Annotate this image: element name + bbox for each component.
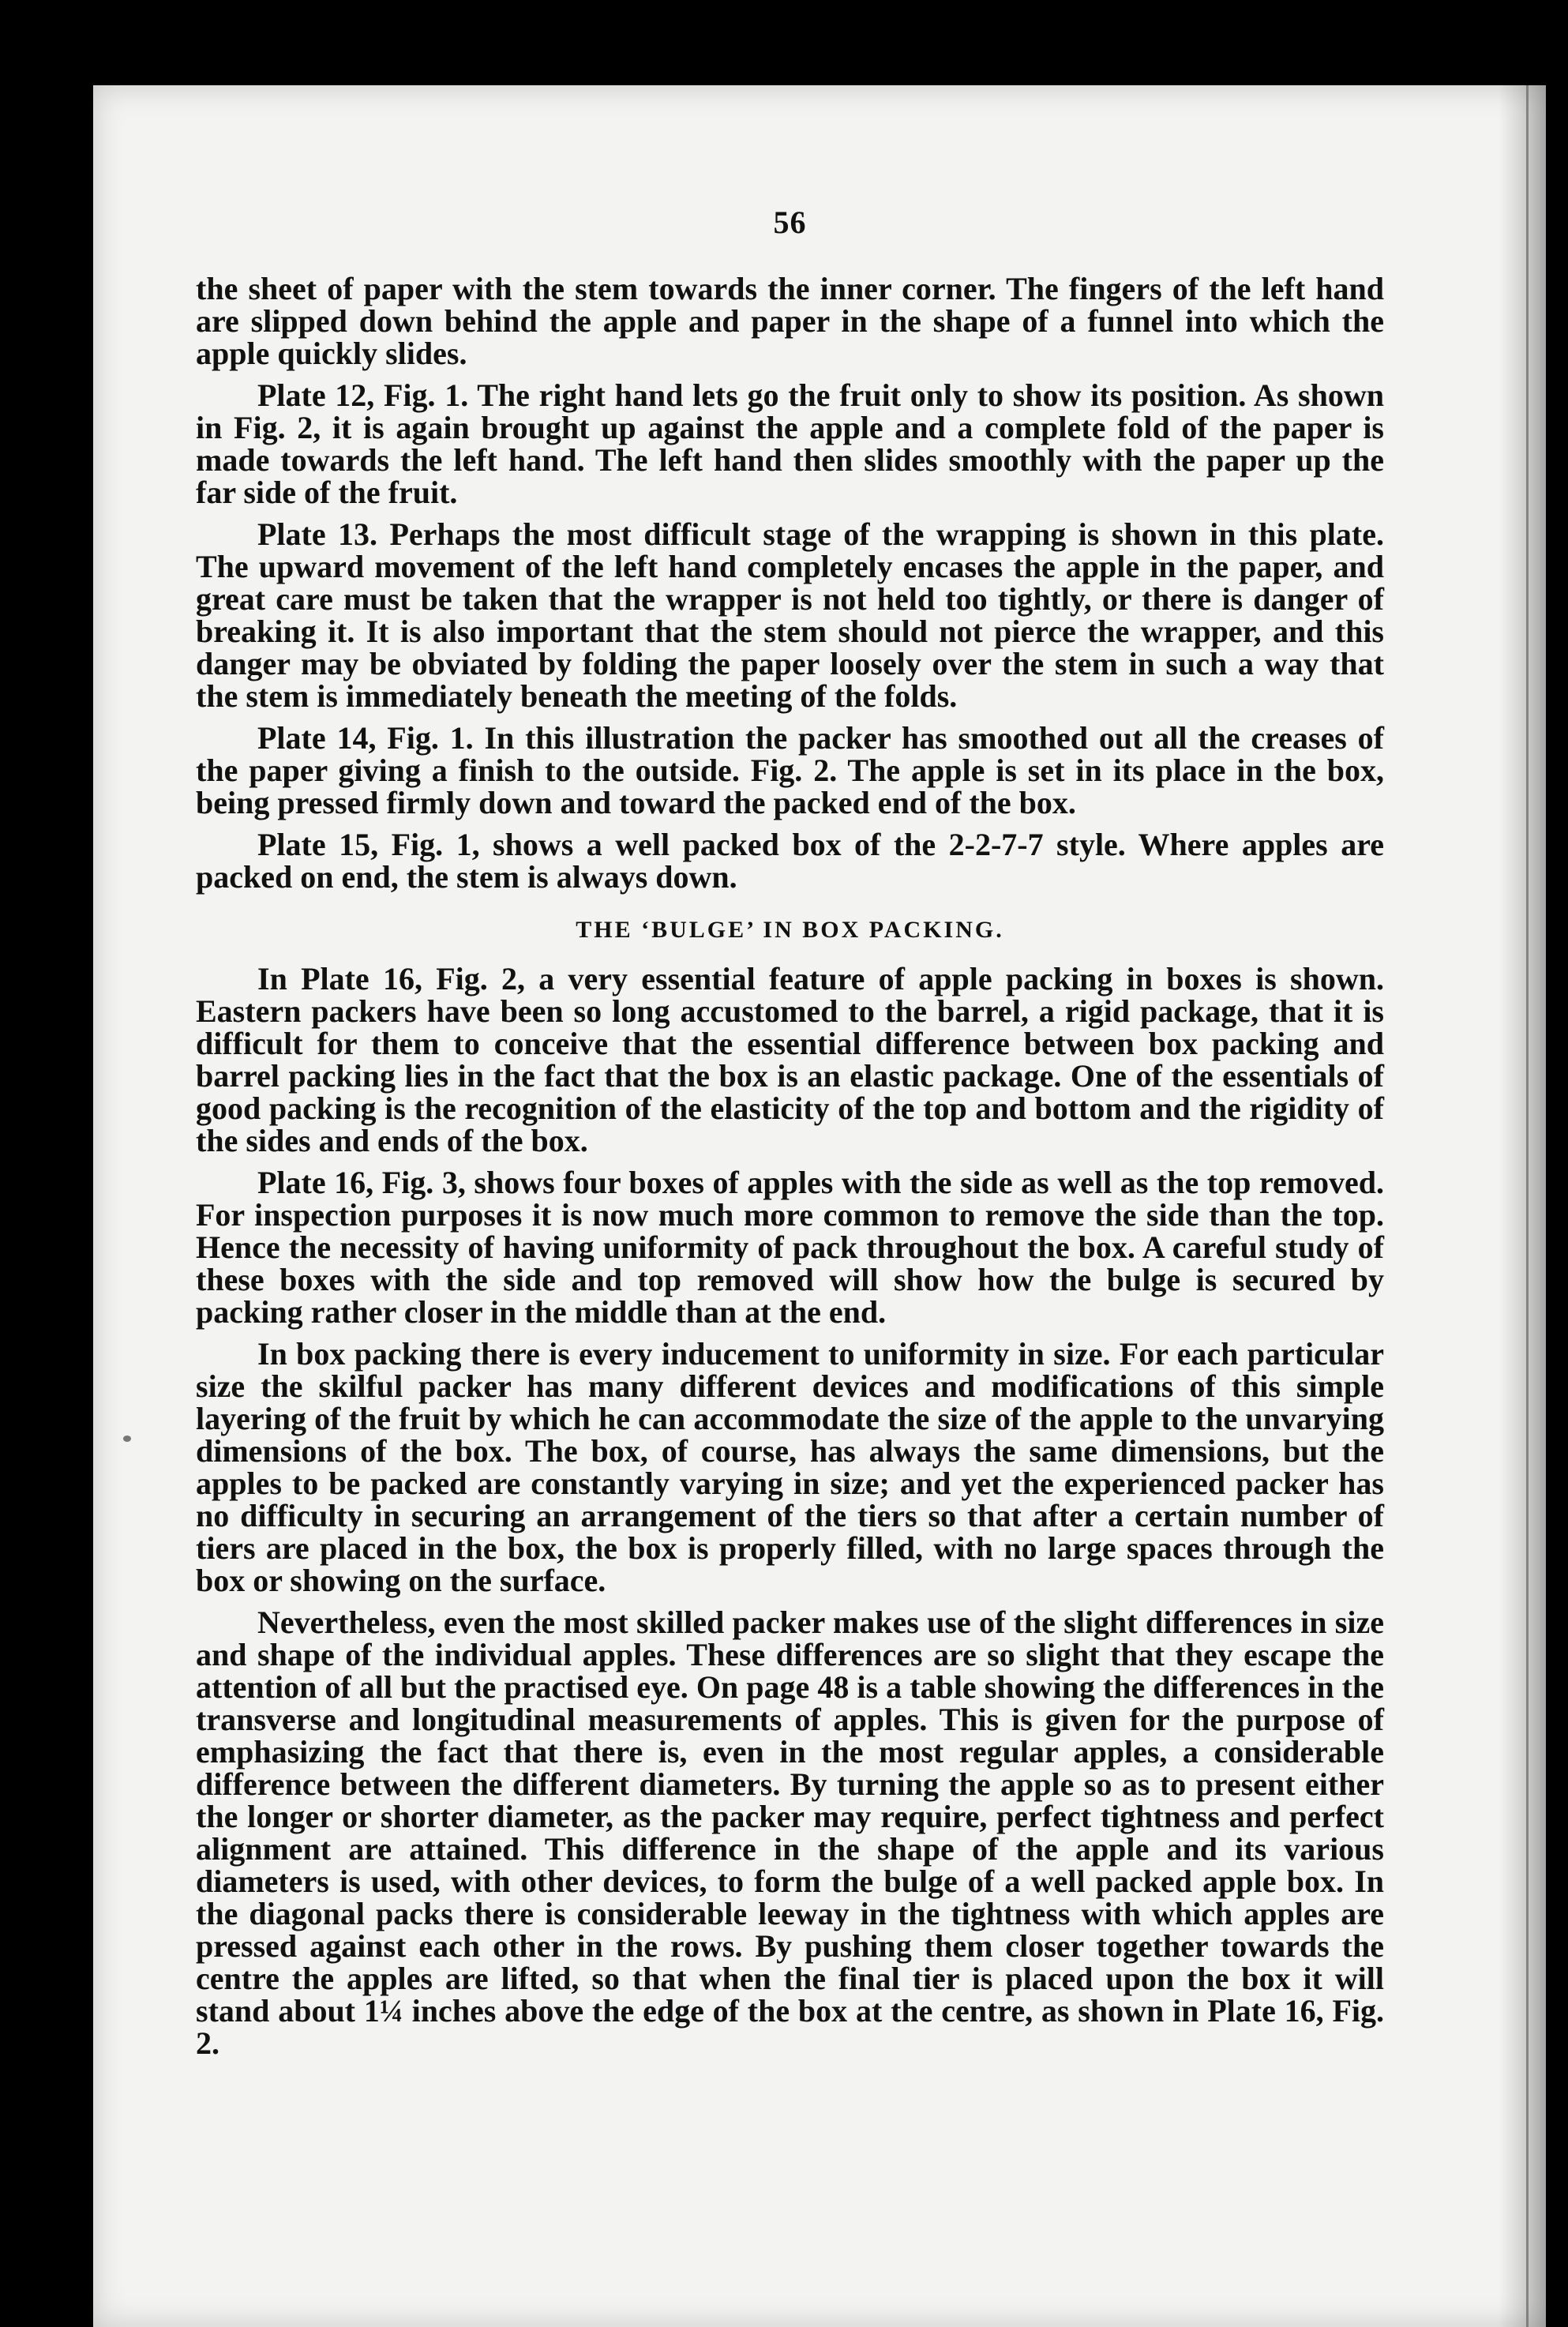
paragraph: Plate 15, Fig. 1, shows a well packed box of the 2-2-7-7 style. Where apples are packed on end, the stem is always down. xyxy=(196,827,1384,895)
page-number: 56 xyxy=(773,205,807,240)
paragraph: Nevertheless, even the most skilled packer makes use of the slight differences in size and shape of the individual apples. These differences are so slight that they escape the attention of all but the practised eye. On page 48 is a table showing the differences in the transverse and longitudinal measurements of apples. This is given for the purpose of emphasizing the fact that there is, even in the most regular apples, a considerable difference between the different diameters. By turning the apple so as to present either the longer or shorter diameter, as the packer may require, perfect tightness and perfect alignment are attained. This difference in the shape of the apple and its various diameters is used, with other devices, to form the bulge of a well packed apple box. In the diagonal packs there is considerable leeway in the tightness with which apples are pressed against each other in the rows. By pushing them closer together towards the centre the apples are lifted, so that when the final tier is placed upon the box it will stand about 1¼ inches above the edge of the box at the centre, as shown in Plate 16, Fig. 2. xyxy=(196,1605,1384,2061)
page-edge-shadow xyxy=(1499,85,1546,2327)
paragraph: the sheet of paper with the stem towards the inner corner. The fingers of the left hand are slipped down behind the apple and paper in the shape of a funnel into which the apple quickly slides. xyxy=(196,271,1384,371)
paragraph: Plate 12, Fig. 1. The right hand lets go the fruit only to show its position. As shown in Fig. 2, it is again brought up against the apple and a complete fold of the paper is made towards the left hand. The left hand then slides smoothly with the paper up the far side of the fruit. xyxy=(196,377,1384,510)
paragraph: In box packing there is every inducement to uniformity in size. For each particular size the skilful packer has many different devices and modifications of this simple layering of the fruit by which he can accommodate the size of the apple to the unvarying dimensions of the box. The box, of course, has always the same dimensions, but the apples to be packed are constantly varying in size; and yet the experienced packer has no difficulty in securing an arrangement of the tiers so that after a certain number of tiers are placed in the box, the box is properly filled, with no large spaces through the box or showing on the surface. xyxy=(196,1336,1384,1598)
paragraph: Plate 16, Fig. 3, shows four boxes of apples with the side as well as the top removed. For inspection purposes it is now much more common to remove the side than the top. Hence the necessity of having uniformity of pack throughout the box. A careful study of these boxes with the side and top removed will show how the bulge is secured by packing rather closer in the middle than at the end. xyxy=(196,1165,1384,1330)
paragraph: Plate 13. Perhaps the most difficult stage of the wrapping is shown in this plate. The upward movement of the left hand completely encases the apple in the paper, and great care must be taken that the wrapper is not held too tightly, or there is danger of breaking it. It is also important that the stem should not pierce the wrapper, and this danger may be obviated by folding the paper loosely over the stem in such a way that the stem is immediately beneath the meeting of the folds. xyxy=(196,516,1384,714)
section-heading: THE ‘BULGE’ IN BOX PACKING. xyxy=(576,917,1004,943)
paragraph: In Plate 16, Fig. 2, a very essential feature of apple packing in boxes is shown. Eastern packers have been so long accustomed to the barrel, a rigid package, that it is difficult for them to conceive that the essential difference between box packing and barrel packing lies in the fact that the box is an elastic package. One of the essentials of good packing is the recognition of the elasticity of the top and bottom and the rigidity of the sides and ends of the box. xyxy=(196,961,1384,1158)
page-body xyxy=(196,204,1384,2069)
paragraph: Plate 14, Fig. 1. In this illustration the packer has smoothed out all the creases of the paper giving a finish to the outside. Fig. 2. The apple is set in its place in the box, being pressed firmly down and toward the packed end of the box. xyxy=(196,720,1384,820)
page-speck xyxy=(123,1436,131,1442)
scanned-page xyxy=(93,85,1546,2327)
page-binding-edge xyxy=(1526,85,1529,2327)
